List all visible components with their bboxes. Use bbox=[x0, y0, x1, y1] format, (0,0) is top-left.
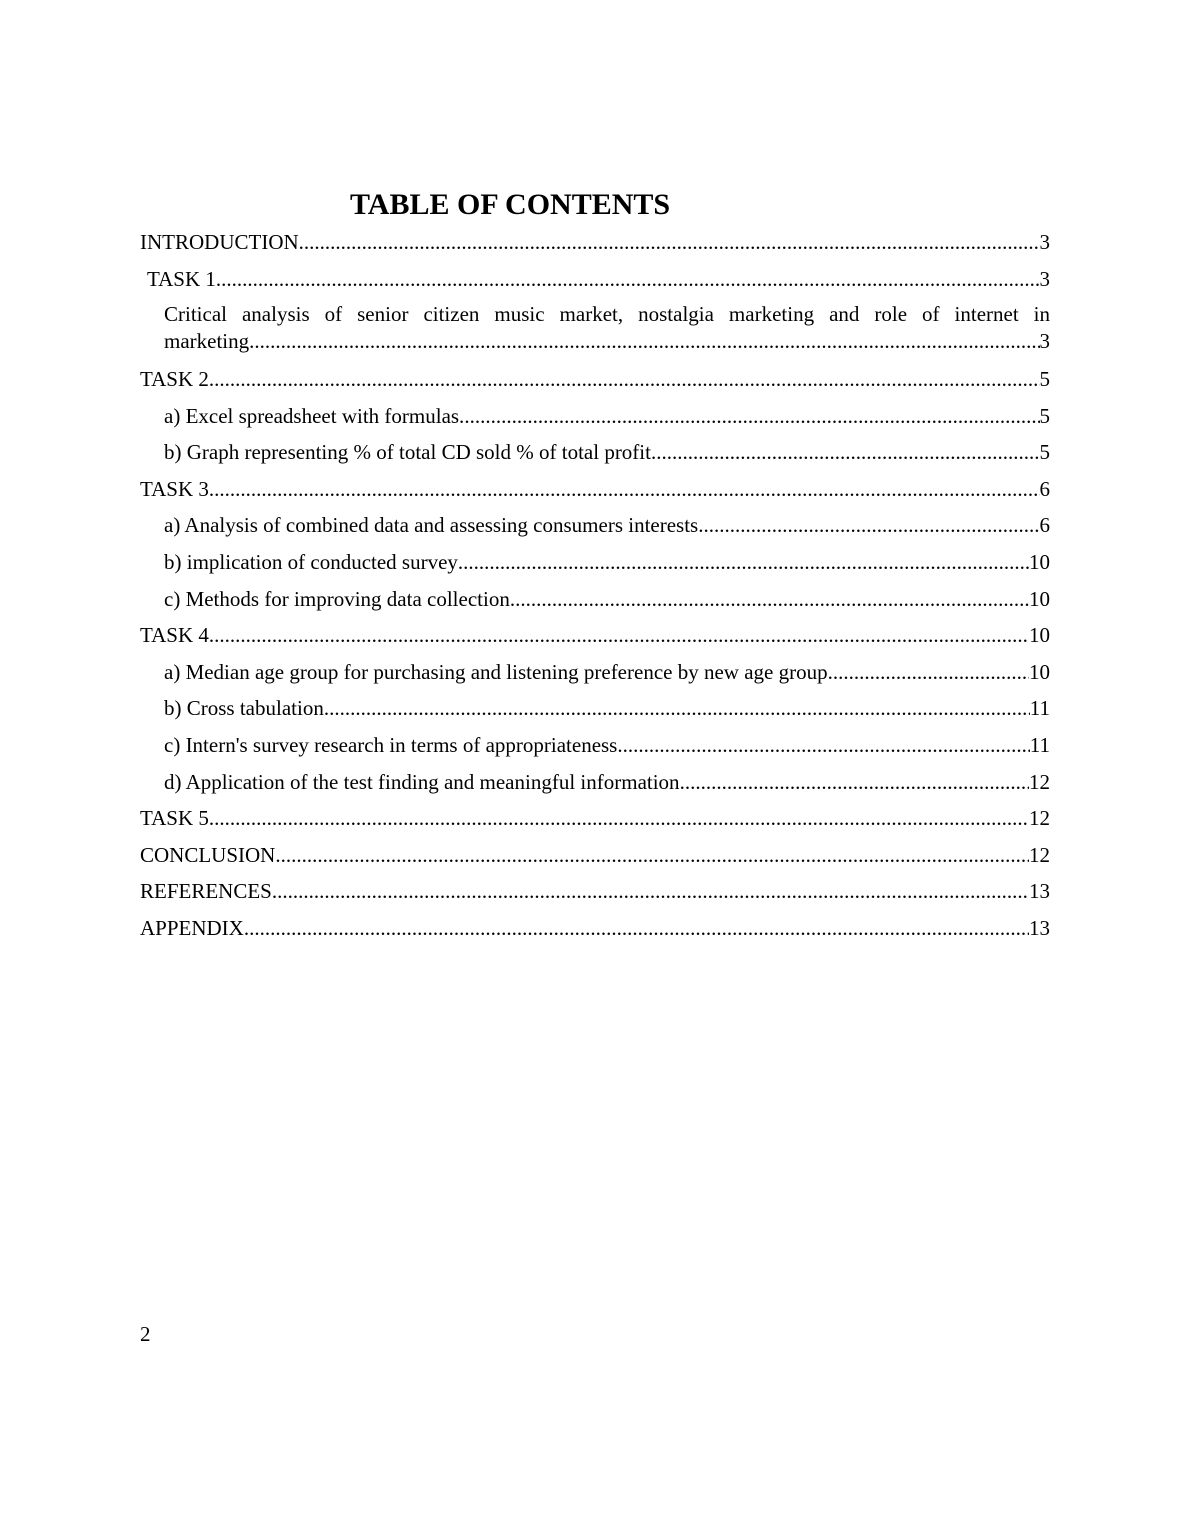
toc-entry-page: 5 bbox=[1039, 440, 1050, 465]
toc-entry-task-2a[interactable] bbox=[140, 400, 1050, 437]
toc-entry-task-4d[interactable] bbox=[140, 766, 1050, 803]
table-of-contents bbox=[140, 226, 1050, 948]
toc-entry-appendix[interactable] bbox=[140, 912, 1050, 949]
toc-entry-page: 3 bbox=[1039, 329, 1050, 354]
toc-entry-task-4c[interactable] bbox=[140, 729, 1050, 766]
toc-entry-task-3c[interactable] bbox=[140, 583, 1050, 620]
toc-entry-task-1[interactable] bbox=[140, 263, 1050, 300]
toc-entry-label: a) Analysis of combined data and assessing consumers interests bbox=[164, 513, 699, 538]
toc-entry-page: 5 bbox=[1039, 366, 1050, 391]
toc-entry-page: 10 bbox=[1029, 549, 1050, 574]
toc-entry-label: CONCLUSION bbox=[140, 842, 276, 867]
toc-entry-label: c) Methods for improving data collection bbox=[164, 586, 510, 611]
toc-entry-label: INTRODUCTION bbox=[140, 230, 299, 254]
toc-entry-page: 11 bbox=[1029, 696, 1050, 721]
toc-entry-task-4[interactable] bbox=[140, 619, 1050, 656]
toc-entry-label: c) Intern's survey research in terms of appropriateness bbox=[164, 732, 618, 757]
toc-entry-page: 12 bbox=[1029, 842, 1050, 867]
toc-entry-label: REFERENCES bbox=[140, 879, 272, 904]
dot-leader bbox=[458, 546, 1029, 578]
toc-entry-label: TASK 5 bbox=[140, 806, 209, 831]
toc-entry-label-line2: marketing bbox=[164, 329, 250, 354]
dot-leader bbox=[464, 400, 1039, 432]
dot-leader bbox=[324, 692, 1030, 724]
dot-leader bbox=[249, 328, 1039, 355]
toc-title: TABLE OF CONTENTS bbox=[350, 188, 671, 221]
toc-entry-critical-analysis[interactable] bbox=[140, 299, 1050, 363]
dot-leader bbox=[244, 912, 1029, 944]
toc-entry-page: 12 bbox=[1029, 806, 1050, 831]
dot-leader bbox=[272, 875, 1029, 907]
toc-entry-conclusion[interactable] bbox=[140, 839, 1050, 876]
dot-leader bbox=[209, 363, 1040, 395]
toc-entry-task-2b[interactable] bbox=[140, 436, 1050, 473]
dot-leader bbox=[617, 729, 1029, 761]
toc-entry-page: 5 bbox=[1039, 403, 1050, 428]
toc-entry-label: b) Cross tabulation bbox=[164, 696, 324, 721]
toc-entry-label: a) Median age group for purchasing and listening preference by new age group bbox=[164, 659, 828, 684]
toc-entry-page: 10 bbox=[1029, 659, 1050, 684]
toc-entry-page: 12 bbox=[1029, 769, 1050, 794]
dot-leader bbox=[209, 473, 1040, 505]
dot-leader bbox=[828, 656, 1029, 688]
toc-entry-page: 6 bbox=[1039, 476, 1050, 501]
toc-entry-label: a) Excel spreadsheet with formulas. bbox=[164, 403, 465, 428]
toc-entry-label: TASK 3 bbox=[140, 476, 209, 501]
toc-entry-task-2[interactable] bbox=[140, 363, 1050, 400]
toc-entry-introduction[interactable] bbox=[140, 226, 1050, 263]
toc-entry-label: b) Graph representing % of total CD sold % of total profit bbox=[164, 440, 651, 465]
toc-entry-label-line1: Critical analysis of senior citizen music market, nostalgia marketing and role of internet in bbox=[164, 302, 1050, 327]
dot-leader bbox=[299, 226, 1040, 258]
toc-entry-label: TASK 2 bbox=[140, 366, 209, 391]
page-number: 2 bbox=[140, 1322, 151, 1346]
toc-entry-page: 13 bbox=[1029, 915, 1050, 940]
dot-leader bbox=[275, 839, 1029, 871]
dot-leader bbox=[209, 619, 1029, 651]
toc-entry-task-3a[interactable] bbox=[140, 509, 1050, 546]
toc-entry-page: 10 bbox=[1029, 586, 1050, 611]
toc-entry-task-5[interactable] bbox=[140, 802, 1050, 839]
dot-leader bbox=[651, 436, 1040, 468]
toc-entry-label: b) implication of conducted survey bbox=[164, 549, 458, 574]
dot-leader bbox=[510, 583, 1029, 615]
toc-entry-page: 11 bbox=[1029, 732, 1050, 757]
toc-entry-label: TASK 4 bbox=[140, 623, 209, 648]
toc-entry-task-4a[interactable] bbox=[140, 656, 1050, 693]
toc-entry-label: TASK 1 bbox=[147, 266, 216, 291]
dot-leader bbox=[680, 766, 1029, 798]
toc-entry-label: APPENDIX bbox=[140, 915, 244, 940]
toc-entry-label: d) Application of the test finding and meaningful information bbox=[164, 769, 680, 794]
toc-entry-page: 3 bbox=[1039, 266, 1050, 291]
toc-entry-task-3b[interactable] bbox=[140, 546, 1050, 583]
dot-leader bbox=[698, 509, 1039, 541]
toc-entry-page: 3 bbox=[1039, 230, 1050, 254]
toc-entry-references[interactable] bbox=[140, 875, 1050, 912]
toc-entry-page: 6 bbox=[1039, 513, 1050, 538]
toc-entry-page: 10 bbox=[1029, 623, 1050, 648]
toc-entry-task-4b[interactable] bbox=[140, 692, 1050, 729]
dot-leader bbox=[216, 263, 1040, 295]
toc-entry-page: 13 bbox=[1029, 879, 1050, 904]
toc-entry-task-3[interactable] bbox=[140, 473, 1050, 510]
dot-leader bbox=[209, 802, 1029, 834]
